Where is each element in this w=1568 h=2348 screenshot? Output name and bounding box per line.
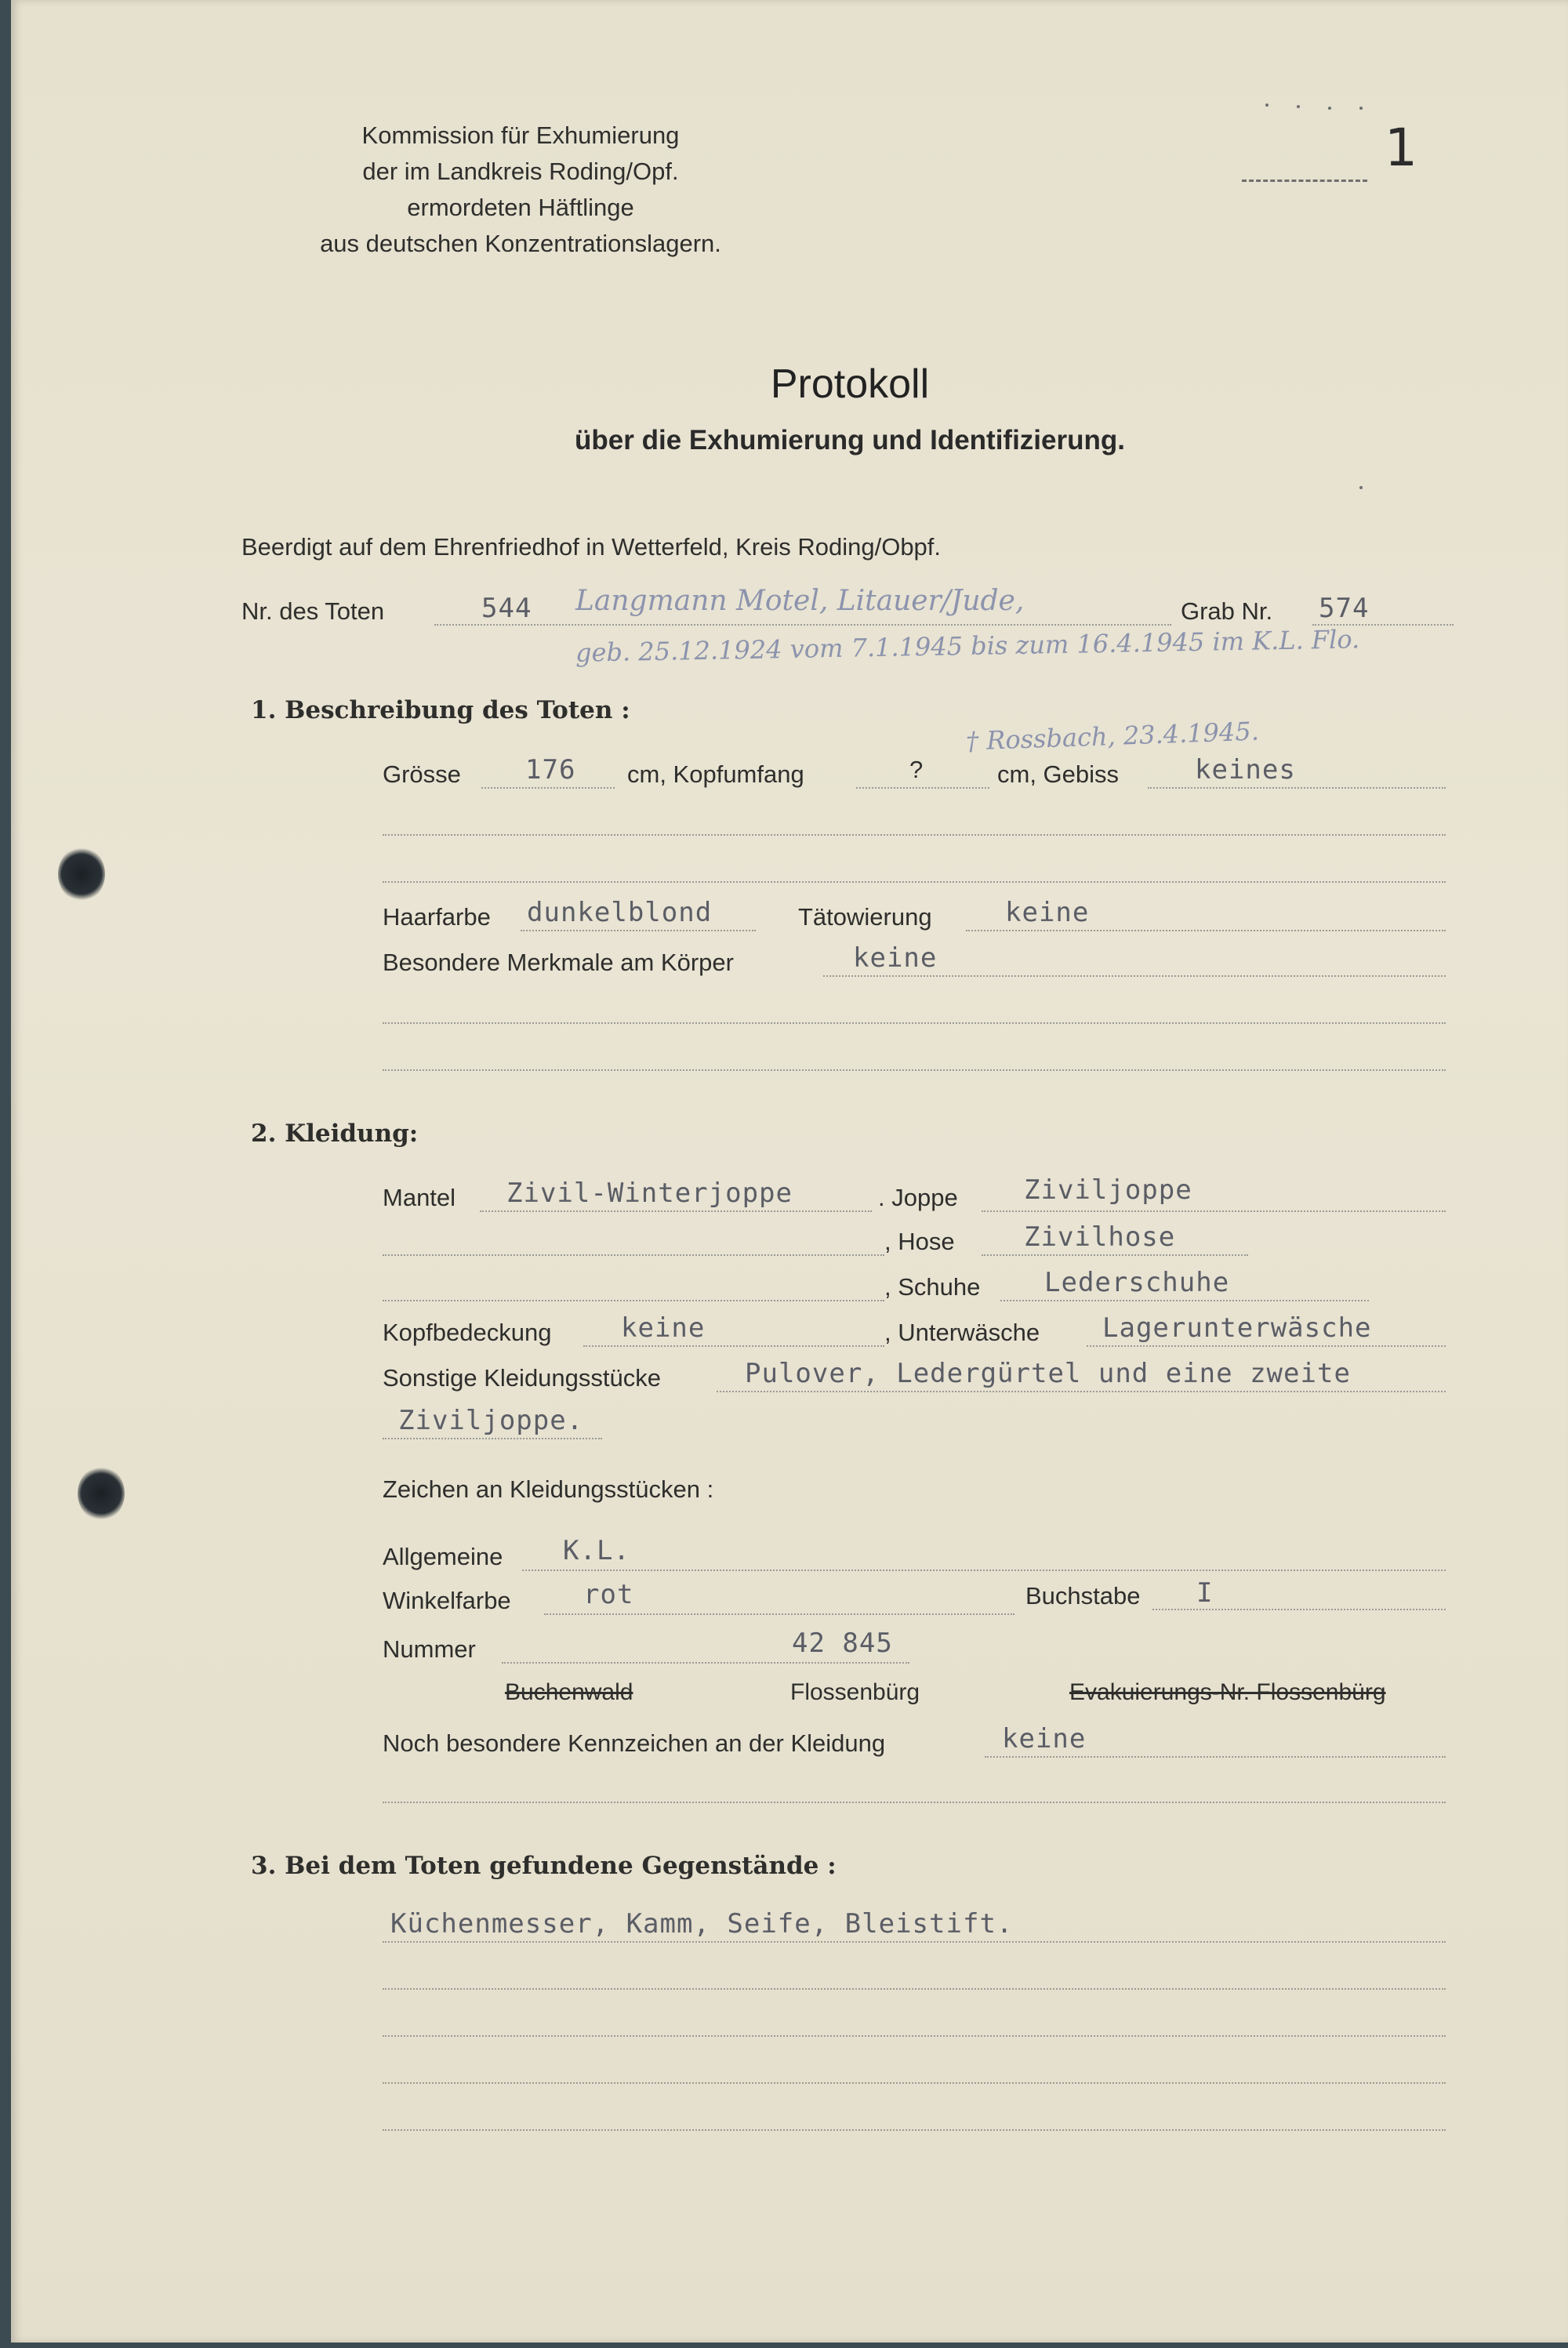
letter-dotted-line <box>1152 1609 1446 1610</box>
coat-label: Mantel <box>383 1184 456 1211</box>
document-title: Protokoll <box>770 361 930 407</box>
commission-header <box>270 118 771 262</box>
triangle-color-label: Winkelfarbe <box>383 1587 511 1614</box>
stray-mark <box>1359 486 1363 489</box>
hair-color-dotted-line <box>521 930 756 931</box>
blank-line-6 <box>383 1300 884 1301</box>
head-circumference-dotted-line <box>856 787 989 789</box>
hair-color-value: dunkelblond <box>527 897 713 928</box>
blank-line-7 <box>383 1802 1446 1803</box>
shoes-value: Lederschuhe <box>1044 1267 1230 1298</box>
blank-line-1 <box>383 834 1446 836</box>
document-subtitle: über die Exhumierung und Identifizierung. <box>575 425 1125 455</box>
commission-line-2: der im Landkreis Roding/Opf. <box>362 158 679 185</box>
commission-line-3: ermordeten Häftlinge <box>407 194 634 221</box>
commission-line-1: Kommission für Exhumierung <box>361 122 680 149</box>
blank-line-3 <box>383 1022 1446 1024</box>
trousers-value: Zivilhose <box>1024 1221 1176 1253</box>
headwear-value: keine <box>621 1312 706 1344</box>
general-marks-dotted-line <box>522 1570 1446 1571</box>
number-dotted-line <box>502 1662 909 1664</box>
camp-option-evacuation: Evakuierungs-Nr. Flossenbürg <box>1069 1679 1386 1705</box>
underwear-dotted-line <box>1087 1345 1446 1347</box>
height-value: 176 <box>525 754 576 786</box>
teeth-value: keines <box>1195 754 1296 786</box>
tattoo-dotted-line <box>966 930 1446 931</box>
stray-mark <box>1328 107 1331 110</box>
headwear-dotted-line <box>583 1345 884 1347</box>
number-value: 42 845 <box>792 1628 893 1659</box>
stray-mark <box>1297 105 1300 108</box>
other-clothing-dotted-line-2 <box>383 1438 602 1439</box>
coat-dotted-line <box>480 1210 872 1212</box>
camp-option-buchenwald: Buchenwald <box>505 1679 633 1705</box>
dead-number-value: 544 <box>481 593 532 624</box>
trousers-dotted-line <box>982 1254 1248 1256</box>
height-label: Grösse <box>383 760 461 788</box>
items-dotted-line-4 <box>383 2082 1446 2084</box>
items-dotted-line-5 <box>383 2129 1446 2131</box>
blank-line-2 <box>383 881 1446 883</box>
height-dotted-line <box>481 787 615 789</box>
document-page <box>11 0 1568 2343</box>
teeth-dotted-line <box>1148 787 1446 789</box>
section-3-heading: 3. Bei dem Toten gefundene Gegenstände : <box>251 1852 837 1880</box>
other-clothing-dotted-line <box>717 1391 1446 1392</box>
tattoo-label: Tätowierung <box>798 903 932 931</box>
tattoo-value: keine <box>1005 897 1090 928</box>
other-clothing-value-continued: Ziviljoppe. <box>398 1405 584 1436</box>
items-dotted-line-2 <box>383 1988 1446 1990</box>
section-1-heading: 1. Beschreibung des Toten : <box>251 696 630 724</box>
general-marks-label: Allgemeine <box>383 1543 503 1570</box>
burial-location: Beerdigt auf dem Ehrenfriedhof in Wetterfeld, Kreis Roding/Obpf. <box>241 533 942 561</box>
head-circumference-value: ? <box>909 756 924 783</box>
section-2-heading: 2. Kleidung: <box>251 1120 419 1148</box>
underwear-value: Lagerunterwäsche <box>1102 1312 1372 1344</box>
general-marks-value: K.L. <box>563 1535 630 1566</box>
special-marks-label: Besondere Merkmale am Körper <box>383 949 734 976</box>
special-marks-value: keine <box>853 942 938 974</box>
shoes-label: , Schuhe <box>884 1273 981 1301</box>
trousers-label: , Hose <box>884 1228 955 1255</box>
page-number: 1 <box>1385 118 1417 178</box>
grave-number-label: Grab Nr. <box>1181 597 1273 625</box>
additional-marks-dotted-line <box>985 1756 1446 1758</box>
teeth-label: cm, Gebiss <box>997 760 1120 788</box>
additional-marks-value: keine <box>1002 1723 1087 1755</box>
birth-camp-handwritten: geb. 25.12.1924 vom 7.1.1945 bis zum 16.4.1945 im K.L. Flo. <box>575 624 1360 668</box>
jacket-value: Ziviljoppe <box>1024 1174 1192 1206</box>
commission-line-4: aus deutschen Konzentrationslagern. <box>320 230 721 257</box>
found-items-value: Küchenmesser, Kamm, Seife, Bleistift. <box>390 1908 1014 1940</box>
dead-name-handwritten: Langmann Motel, Litauer/Jude, <box>575 585 1025 617</box>
punch-hole-top <box>58 847 105 902</box>
jacket-dotted-line <box>982 1210 1446 1212</box>
triangle-color-value: rot <box>583 1579 634 1610</box>
stray-mark <box>1265 103 1269 107</box>
letter-value: I <box>1196 1577 1214 1609</box>
clothing-marks-heading: Zeichen an Kleidungsstücken : <box>383 1475 714 1503</box>
jacket-label: . Joppe <box>878 1184 958 1211</box>
special-marks-dotted-line <box>823 975 1446 977</box>
headwear-label: Kopfbedeckung <box>383 1319 552 1346</box>
triangle-color-dotted-line <box>544 1613 1014 1615</box>
additional-marks-label: Noch besondere Kennzeichen an der Kleidung <box>383 1729 886 1757</box>
dead-number-label: Nr. des Toten <box>241 597 385 625</box>
punch-hole-bottom <box>78 1466 125 1521</box>
items-dotted-line-1 <box>383 1941 1446 1943</box>
head-circumference-label: cm, Kopfumfang <box>627 760 804 788</box>
dead-number-dotted-line <box>434 624 1171 626</box>
page-number-line <box>1242 180 1367 182</box>
other-clothing-value: Pulover, Ledergürtel und eine zweite <box>745 1358 1351 1389</box>
underwear-label: , Unterwäsche <box>884 1319 1040 1346</box>
death-note-handwritten: † Rossbach, 23.4.1945. <box>965 716 1260 757</box>
camp-option-flossenbuerg: Flossenbürg <box>790 1679 920 1705</box>
shoes-dotted-line <box>1000 1300 1369 1301</box>
items-dotted-line-3 <box>383 2035 1446 2037</box>
letter-label: Buchstabe <box>1025 1582 1141 1609</box>
coat-value: Zivil-Winterjoppe <box>506 1178 793 1209</box>
number-label: Nummer <box>383 1635 476 1663</box>
blank-line-4 <box>383 1069 1446 1071</box>
blank-line-5 <box>383 1254 884 1256</box>
hair-color-label: Haarfarbe <box>383 903 491 931</box>
grave-number-value: 574 <box>1319 593 1370 624</box>
stray-mark <box>1359 107 1363 110</box>
other-clothing-label: Sonstige Kleidungsstücke <box>383 1364 662 1392</box>
